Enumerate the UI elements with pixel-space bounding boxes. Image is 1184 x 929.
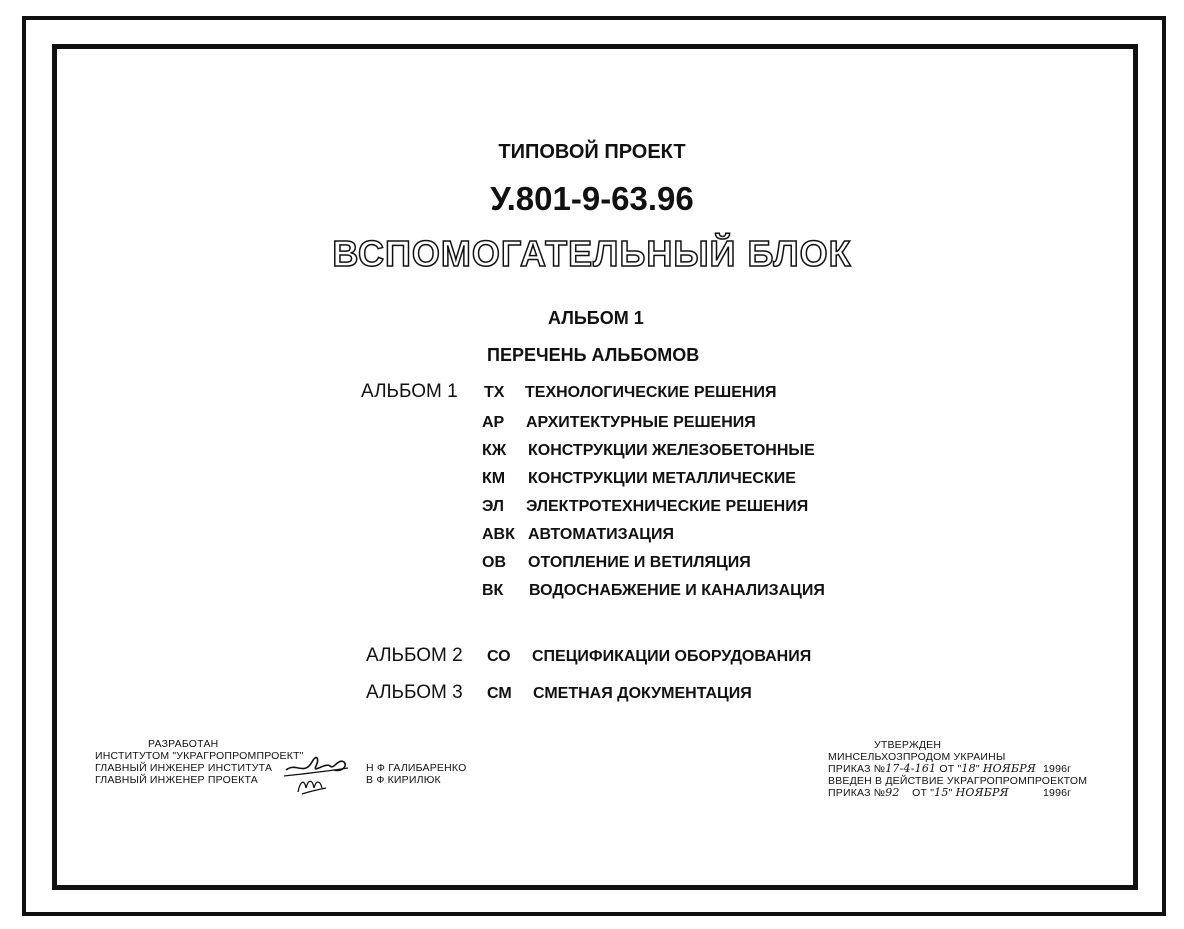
engineer-name-2: В Ф КИРИЛЮК [366,774,441,786]
album-description: ЭЛЕКТРОТЕХНИЧЕСКИЕ РЕШЕНИЯ [526,498,809,515]
album-code: ВК [482,582,504,599]
project-name: ВСПОМОГАТЕЛЬНЫЙ БЛОК [332,233,852,274]
album-description: СМЕТНАЯ ДОКУМЕНТАЦИЯ [533,685,752,702]
album-description: КОНСТРУКЦИИ ЖЕЛЕЗОБЕТОННЫЕ [528,442,815,459]
approved-order-2 [828,787,1009,799]
album-description: КОНСТРУКЦИИ МЕТАЛЛИЧЕСКИЕ [528,470,796,487]
signature-icon [282,748,354,796]
album-code: СО [487,648,511,665]
album-code: КЖ [482,442,507,459]
order-year: 1996г [1043,763,1072,775]
album-description: ТЕХНОЛОГИЧЕСКИЕ РЕШЕНИЯ [525,384,777,401]
order-date-prefix: ОТ " [912,787,935,799]
album-label: АЛЬБОМ 3 [366,682,463,703]
album-code: ОВ [482,554,506,571]
order-number: 92 [885,786,900,799]
album-code: ТХ [484,384,505,401]
order-date-prefix: ОТ " [939,763,962,775]
approved-heading: УТВЕРЖДЕН [874,739,942,751]
developed-heading: РАЗРАБОТАН [148,738,219,750]
album-description: СПЕЦИФИКАЦИИ ОБОРУДОВАНИЯ [532,648,812,665]
order-date-close: " [948,787,953,799]
order-prefix: ПРИКАЗ № [828,763,886,775]
engineer-name-1: Н Ф ГАЛИБАРЕНКО [366,762,467,774]
order-date-close: " [975,763,980,775]
album-heading: АЛЬБОМ 1 [548,308,644,328]
order-prefix: ПРИКАЗ № [828,787,886,799]
approved-ministry: МИНСЕЛЬХОЗПРОДОМ УКРАИНЫ [828,751,1006,763]
album-code: КМ [482,470,506,487]
order-day: 15 [934,786,949,799]
chief-engineer-project: ГЛАВНЫЙ ИНЖЕНЕР ПРОЕКТА [95,774,258,786]
chief-engineer-institute: ГЛАВНЫЙ ИНЖЕНЕР ИНСТИТУТА [95,762,273,774]
album-label: АЛЬБОМ 1 [361,381,458,402]
album-description: ВОДОСНАБЖЕНИЕ И КАНАЛИЗАЦИЯ [529,582,825,599]
album-code: ЭЛ [482,498,504,515]
order-month: НОЯБРЯ [982,762,1036,775]
album-description: ОТОПЛЕНИЕ И ВЕТИЛЯЦИЯ [528,554,751,571]
project-type: ТИПОВОЙ ПРОЕКТ [498,141,686,163]
approved-enacted: ВВЕДЕН В ДЕЙСТВИЕ УКРАГРОПРОМПРОЕКТОМ [828,775,1088,787]
album-list-heading: ПЕРЕЧЕНЬ АЛЬБОМОВ [487,345,700,365]
order-day: 18 [961,762,976,775]
album-label: АЛЬБОМ 2 [366,645,463,666]
album-description: АРХИТЕКТУРНЫЕ РЕШЕНИЯ [526,414,756,431]
order-year: 1996г [1043,787,1072,799]
album-code: АР [482,414,505,431]
order-month: НОЯБРЯ [955,786,1009,799]
developed-institute: ИНСТИТУТОМ "УКРАГРОПРОМПРОЕКТ" [95,750,304,762]
album-description: АВТОМАТИЗАЦИЯ [528,526,674,543]
album-code: АВК [482,526,515,543]
order-number: 17-4-161 [885,762,937,775]
approved-order-1 [828,763,1036,775]
project-code: У.801-9-63.96 [490,180,694,217]
album-code: СМ [487,685,512,702]
